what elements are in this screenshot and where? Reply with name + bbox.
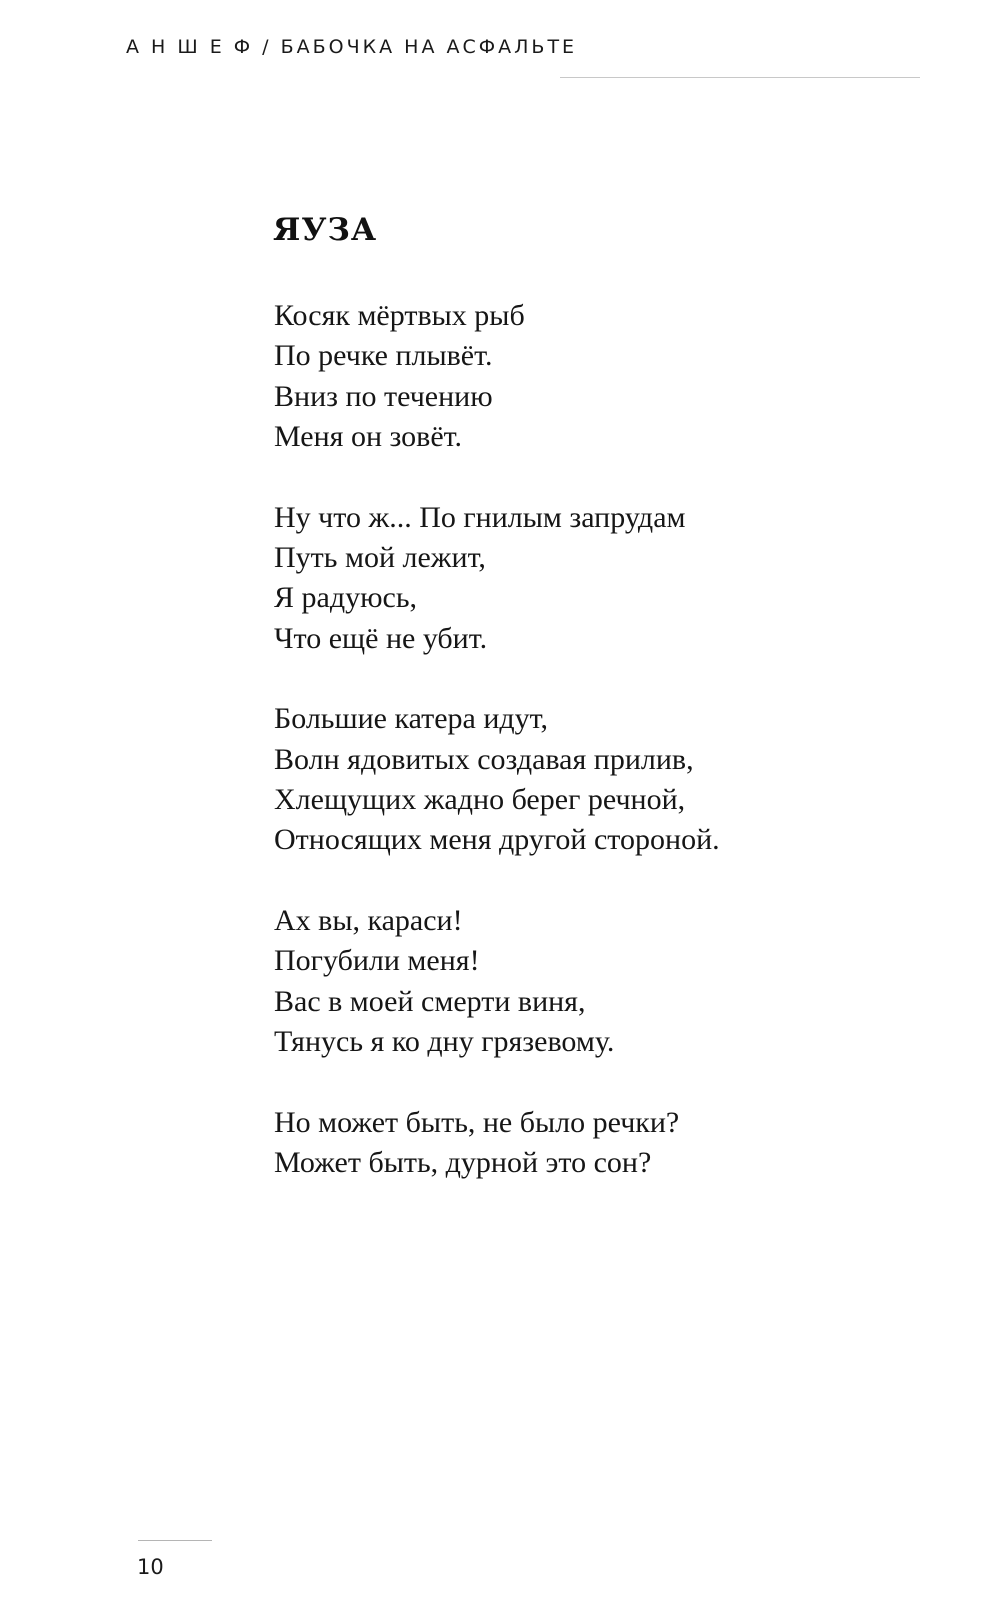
stanza <box>274 901 720 1063</box>
poem-line: Вниз по течению <box>274 379 493 413</box>
poem-line: Я радуюсь, <box>274 581 417 615</box>
poem-body <box>274 296 720 1223</box>
footer-rule <box>138 1540 212 1541</box>
poem-line: Меня он зовёт. <box>274 420 463 454</box>
poem-line: Вас в моей смерти виня, <box>274 984 586 1018</box>
header-rule <box>560 77 920 78</box>
poem-line: Относящих меня другой стороной. <box>274 823 720 857</box>
poem-line: Большие катера идут, <box>274 702 549 736</box>
poem-line: Погубили меня! <box>274 944 480 978</box>
stanza <box>274 699 720 861</box>
poem-line: Хлещущих жадно берег речной, <box>274 783 686 817</box>
poem-line: Ах вы, караси! <box>274 903 463 937</box>
stanza <box>274 1103 720 1184</box>
poem-line: Путь мой лежит, <box>274 541 486 575</box>
poem-line: По речке плывёт. <box>274 339 493 373</box>
poem-line: Ну что ж... По гнилым запрудам <box>274 500 686 534</box>
stanza <box>274 296 720 458</box>
poem-line: Что ещё не убит. <box>274 621 488 655</box>
poem-line: Может быть, дурной это сон? <box>274 1145 652 1179</box>
running-head: А Н Ш Е Ф / БАБОЧКА НА АСФАЛЬТЕ <box>126 36 578 58</box>
stanza <box>274 498 720 660</box>
poem-title: ЯУЗА <box>273 212 378 248</box>
poem-line: Волн ядовитых создавая прилив, <box>274 742 694 776</box>
poem-line: Но может быть, не было речки? <box>274 1105 680 1139</box>
poem-line: Тянусь я ко дну грязевому. <box>274 1025 615 1059</box>
page-number: 10 <box>137 1555 164 1579</box>
poem-line: Косяк мёртвых рыб <box>274 299 525 332</box>
